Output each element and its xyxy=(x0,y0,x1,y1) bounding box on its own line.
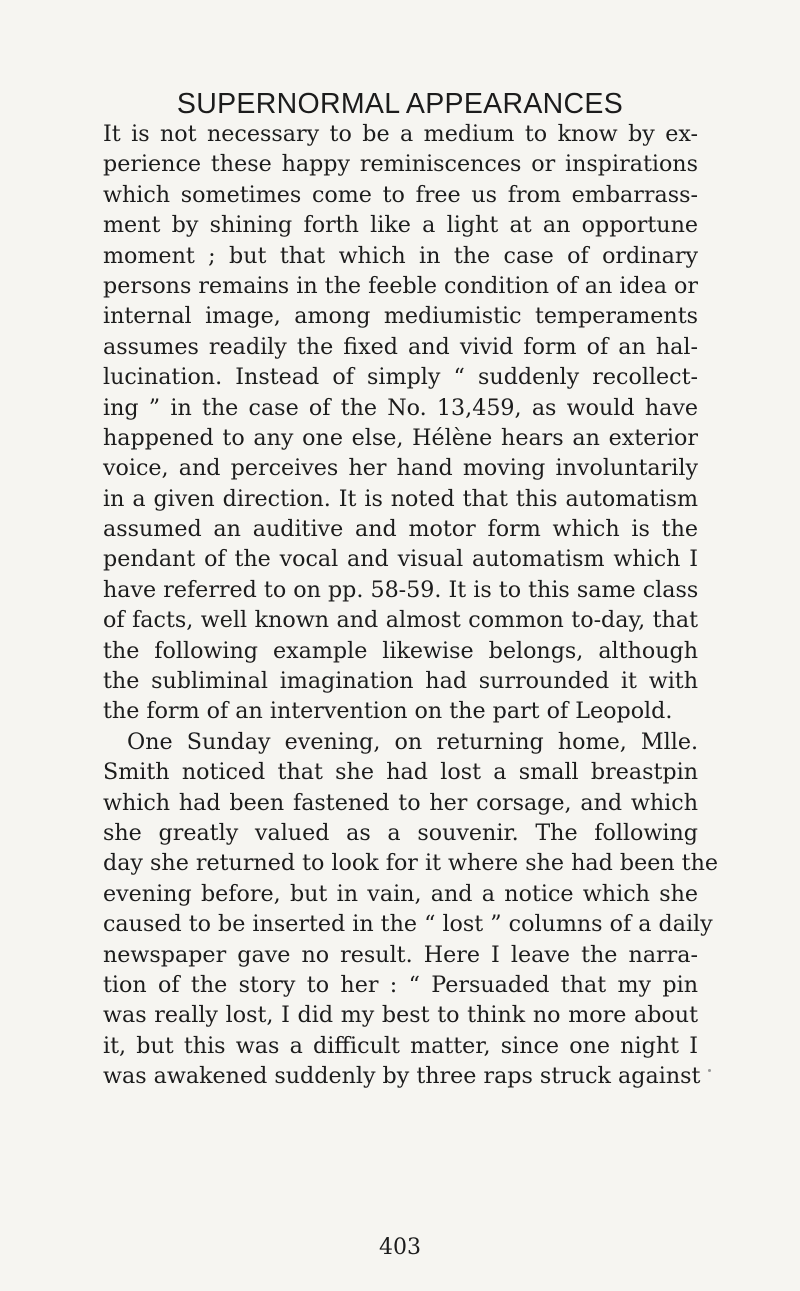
text-line: have referred to on pp. 58-59. It is to this same class xyxy=(103,576,699,603)
text-line: which sometimes come to free us from embarrass- xyxy=(103,181,698,208)
text-line: moment ; but that which in the case of ordinary xyxy=(103,242,698,269)
running-head: SUPERNORMAL APPEARANCES xyxy=(176,88,624,120)
text-line: persons remains in the feeble condition of an idea or xyxy=(103,272,698,299)
text-line: of facts, well known and almost common to-day, that xyxy=(103,607,698,634)
body-text xyxy=(103,119,719,1092)
text-line: it, but this was a difficult matter, since one night I xyxy=(103,1032,698,1059)
text-line: the following example likewise belongs, although xyxy=(103,637,698,664)
print-speck xyxy=(708,1069,711,1072)
page-number: 403 xyxy=(379,1235,421,1260)
text-line: caused to be inserted in the “ lost ” columns of a daily xyxy=(103,911,713,938)
text-line: newspaper gave no result. Here I leave the narra- xyxy=(103,941,698,968)
text-line: lucination. Instead of simply “ suddenly recollect- xyxy=(103,364,698,391)
text-line: assumed an auditive and motor form which is the xyxy=(103,516,698,543)
text-line: pendant of the vocal and visual automatism which I xyxy=(103,546,698,573)
text-line: tion of the story to her : “ Persuaded that my pin xyxy=(103,971,698,998)
text-line: ing ” in the case of the No. 13,459, as would have xyxy=(103,394,698,421)
text-line: the form of an intervention on the part of Leopold. xyxy=(103,698,673,725)
text-line: was really lost, I did my best to think no more about xyxy=(103,1002,698,1029)
text-line: voice, and perceives her hand moving involuntarily xyxy=(103,455,698,482)
text-line: day she returned to look for it where she had been the xyxy=(103,850,719,877)
text-line: she greatly valued as a souvenir. The following xyxy=(103,819,698,846)
text-line: evening before, but in vain, and a notice which she xyxy=(103,880,698,907)
text-line: in a given direction. It is noted that this automatism xyxy=(103,485,698,512)
text-line: was awakened suddenly by three raps struck against xyxy=(103,1063,701,1090)
text-line: which had been fastened to her corsage, and which xyxy=(103,789,698,816)
text-line: Smith noticed that she had lost a small breastpin xyxy=(103,759,698,786)
text-line: the subliminal imagination had surrounded it with xyxy=(103,668,698,695)
text-line: ment by shining forth like a light at an opportune xyxy=(103,212,698,239)
text-line: internal image, among mediumistic temperaments xyxy=(103,303,698,330)
text-line: happened to any one else, Hélène hears an exterior xyxy=(103,424,698,451)
text-line: perience these happy reminiscences or inspirations xyxy=(103,151,698,178)
text-line: One Sunday evening, on returning home, Mlle. xyxy=(127,728,698,755)
text-line: It is not necessary to be a medium to know by ex- xyxy=(103,121,698,147)
text-line: assumes readily the fixed and vivid form of an hal- xyxy=(103,333,698,360)
